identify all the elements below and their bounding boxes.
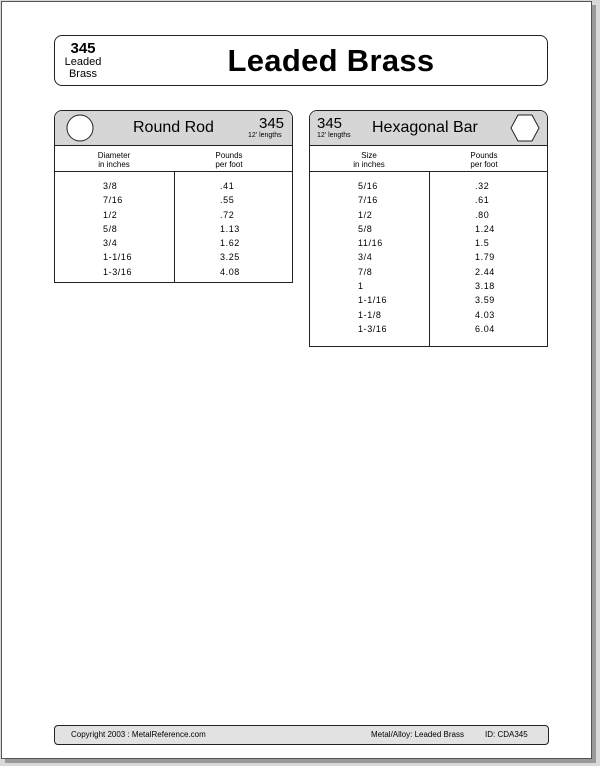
table-row [55,236,292,250]
size-cell: 3/4 [103,238,118,249]
hexagonal-bar-code: 345 [317,115,343,132]
weight-cell: .41 [220,181,235,191]
hex-weight-header-line1: Pounds [470,151,498,160]
page-footer [54,725,549,745]
round-rod-lengths: 12' lengths [248,132,282,139]
weight-cell: .80 [475,209,490,220]
size-cell: 1-1/16 [103,252,133,263]
hexagonal-bar-lengths: 12' lengths [317,132,351,139]
size-cell: 5/8 [358,223,373,234]
round-rod-table [54,110,293,283]
size-cell: 1/2 [103,209,118,220]
copyright-text: Copyright 2003 : MetalReference.com [71,730,206,739]
size-cell: 7/8 [358,266,373,277]
table-row [310,322,547,336]
size-cell: 5/16 [358,181,378,191]
circle-icon [65,113,95,143]
page-title: Leaded Brass [227,43,435,78]
alloy-name-line2: Brass [68,68,98,80]
round-rod-rows [55,172,292,282]
size-column-header [314,151,424,169]
weight-cell: 1.24 [475,223,495,234]
table-row [310,265,547,279]
size-cell: 1-1/16 [358,295,388,306]
table-row [310,236,547,250]
table-row [55,222,292,236]
weight-cell: .55 [220,195,235,206]
weight-cell: 3.25 [220,252,240,263]
size-cell: 3/4 [358,252,373,263]
alloy-badge [55,36,111,85]
alloy-id-text: ID: CDA345 [485,730,528,739]
alloy-code: 345 [70,40,96,57]
size-cell: 7/16 [103,195,123,206]
size-cell: 1-1/8 [358,309,382,320]
size-cell: 1-3/16 [103,266,133,277]
size-header-line1: Size [361,151,377,160]
page-header [54,35,548,86]
size-cell: 1 [358,281,364,292]
size-cell: 11/16 [358,238,383,249]
hexagonal-bar-rows [310,172,547,346]
metal-alloy-text: Metal/Alloy: Leaded Brass [371,730,464,739]
round-weight-column-header [174,151,284,169]
table-row [310,208,547,222]
size-cell: 1-3/16 [358,323,388,334]
table-row [310,179,547,193]
weight-cell: 1.13 [220,223,240,234]
weight-cell: 6.04 [475,323,495,334]
page [1,1,592,759]
hexagonal-bar-column-headers [310,146,547,172]
round-rod-code: 345 [259,115,285,132]
table-row [310,308,547,322]
weight-cell: .32 [475,181,490,191]
weight-cell: 4.08 [220,266,240,277]
weight-cell: 1.79 [475,252,495,263]
table-row [55,179,292,193]
size-cell: 5/8 [103,223,118,234]
size-cell: 3/8 [103,181,118,191]
table-row [310,293,547,307]
hexagonal-bar-title: Hexagonal Bar [372,119,478,136]
table-row [55,193,292,207]
size-cell: 7/16 [358,195,378,206]
size-cell: 1/2 [358,209,373,220]
weight-cell: 3.59 [475,295,495,306]
table-row [55,208,292,222]
hex-weight-column-header [429,151,539,169]
weight-cell: 1.5 [475,238,490,249]
round-weight-header-line2: per foot [215,160,243,169]
diameter-column-header [59,151,169,169]
alloy-name-line1: Leaded [64,56,102,68]
round-rod-header [55,111,292,146]
table-row [310,250,547,264]
table-row [310,222,547,236]
weight-cell: 2.44 [475,266,495,277]
size-header-line2: in inches [353,160,385,169]
weight-cell: .61 [475,195,490,206]
weight-cell: .72 [220,209,235,220]
weight-cell: 4.03 [475,309,495,320]
round-rod-column-headers [55,146,292,172]
hex-weight-header-line2: per foot [470,160,498,169]
table-row [310,193,547,207]
hexagon-icon [509,113,541,143]
table-row [310,279,547,293]
diameter-header-line2: in inches [98,160,130,169]
weight-cell: 1.62 [220,238,240,249]
hexagonal-bar-table [309,110,548,347]
hexagonal-bar-header [310,111,547,146]
round-weight-header-line1: Pounds [215,151,243,160]
weight-cell: 3.18 [475,281,495,292]
round-rod-title: Round Rod [133,119,214,136]
diameter-header-line1: Diameter [97,151,131,160]
table-row [55,250,292,264]
table-row [55,265,292,279]
